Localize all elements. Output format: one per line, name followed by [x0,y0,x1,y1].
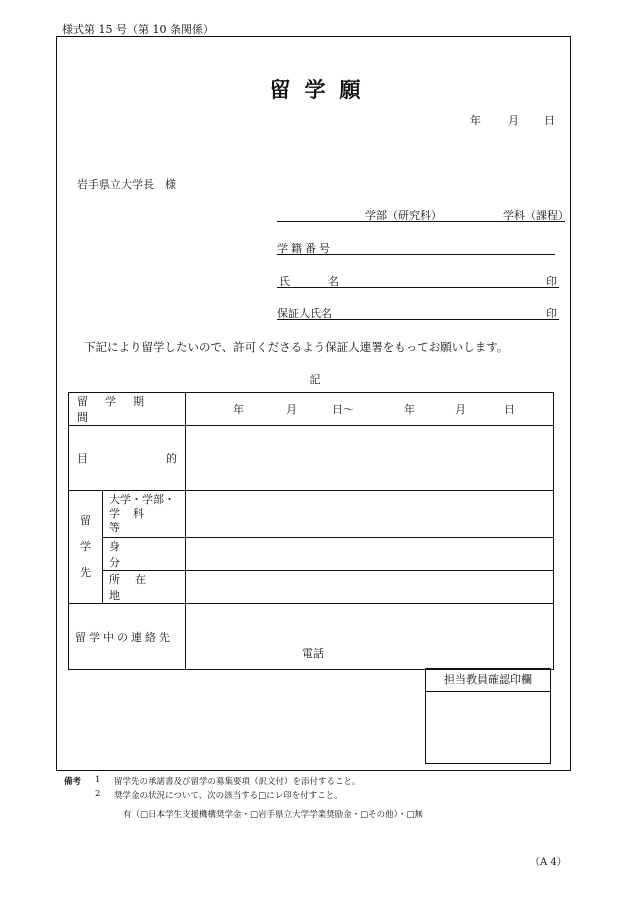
period-label-text: 留学期間 [77,395,161,424]
period-month-1: 月 [286,403,297,416]
faculty-label: 学部（研究科） [365,209,442,222]
contact-field[interactable] [186,604,554,670]
destination-char-3: 先 [80,566,91,579]
note-2-text: 奨学金の状況について、次の該当する□にレ印を付すこと。 [114,791,343,801]
name-seal-mark: 印 [546,275,557,288]
contact-label-text: 留学中の連絡先 [75,630,173,644]
period-row [69,393,554,426]
name-label-second: 名 [328,275,339,288]
note-1-text: 留学先の承諾書及び留学の募集要項（訳文付）を添付すること。 [114,777,361,787]
teacher-seal-area[interactable] [426,692,550,764]
date-year-label: 年 [470,114,481,127]
period-label [69,393,186,426]
note-1-number: 1 [95,775,101,785]
name-label-first: 氏 [279,275,290,288]
student-id-field[interactable] [277,254,555,255]
contact-row [69,604,554,670]
university-label-line1: 大学・学部・ [109,493,175,506]
university-label-line2: 学科等 [109,507,157,534]
department-label: 学科（課程） [503,209,569,222]
request-statement: 下記により留学したいので、許可くださるよう保証人連署をもってお願いします。 [84,340,509,354]
phone-label: 電話 [302,647,324,660]
guarantor-label: 保証人氏名 [277,307,332,320]
purpose-field[interactable] [186,426,554,491]
scholarship-options: 有（□日本学生支援機構奨学金・□岩手県立大学学業奨励金・□その他）・□無 [123,810,423,820]
period-year-2: 年 [404,403,415,416]
guarantor-field[interactable] [277,319,559,320]
date-month-label: 月 [508,114,519,127]
destination-char-1: 留 [80,514,91,527]
teacher-confirmation-box [425,668,551,764]
university-field[interactable] [186,491,554,538]
status-field[interactable] [186,538,554,571]
status-row [69,538,554,571]
university-label [103,491,186,538]
student-id-label: 学籍番号 [277,242,333,255]
period-month-2: 月 [455,403,466,416]
page-title: 留学願 [269,77,375,102]
period-year-1: 年 [233,403,244,416]
guarantor-seal-mark: 印 [546,307,557,320]
location-field[interactable] [186,571,554,604]
purpose-label-second: 的 [166,452,177,465]
date-day-label: 日 [544,114,555,127]
form-number: 様式第 15 号（第 10 条関係） [62,23,214,36]
location-row [69,571,554,604]
contact-label [69,604,186,670]
period-field[interactable] [186,393,554,426]
teacher-confirmation-label: 担当教員確認印欄 [426,669,550,692]
destination-char-2: 学 [80,540,91,553]
note-2-number: 2 [95,789,101,799]
faculty-underline [277,221,565,222]
period-day-2: 日 [504,403,515,416]
application-table [68,392,554,670]
name-field[interactable] [277,287,559,288]
purpose-label [69,426,186,491]
period-day-1: 日～ [332,403,354,416]
location-label [103,571,186,604]
ki-heading: 記 [309,373,321,386]
university-row [69,491,554,538]
status-label [103,538,186,571]
notes-heading: 備考 [64,777,82,787]
paper-size-label: （A 4） [530,857,567,868]
purpose-label-first: 目 [77,452,88,465]
location-label-text: 所在地 [109,573,161,602]
status-label-text: 身分 [109,540,165,569]
purpose-row [69,426,554,491]
destination-label [69,491,103,604]
addressee: 岩手県立大学長 様 [77,178,176,191]
